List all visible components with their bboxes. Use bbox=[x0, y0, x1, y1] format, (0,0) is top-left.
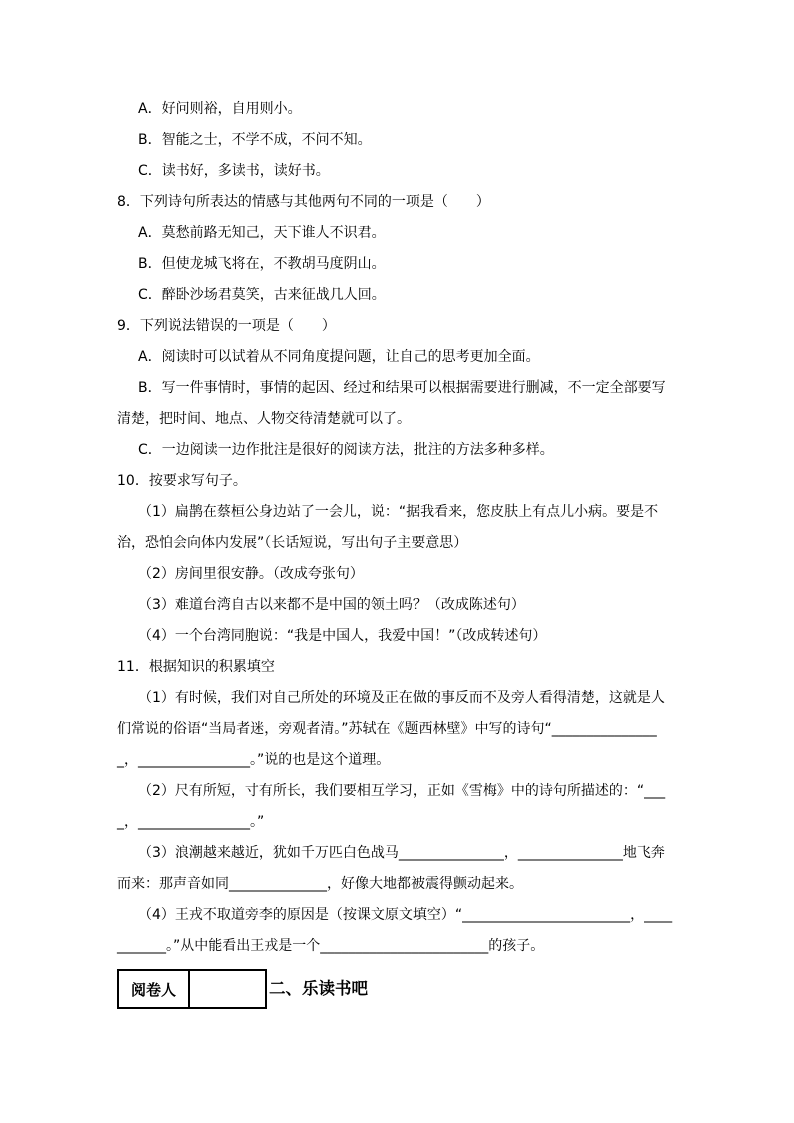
grader-box bbox=[117, 969, 267, 1009]
grader-score-cell bbox=[190, 971, 265, 1007]
option-item: A．阅读时可以试着从不同角度提问题，让自己的思考更加全面。 bbox=[138, 349, 540, 365]
sub-question-item: （4）一个台湾同胞说：“我是中国人，我爱中国！”（改成转述句） bbox=[138, 628, 547, 644]
option-item: C．一边阅读一边作批注是很好的阅读方法，批注的方法多种多样。 bbox=[138, 442, 554, 458]
sub-question-item: （3）浪潮越来越近，犹如千万匹白色战马_______________，_______________地飞奔而来：那声音如同______________，好像大地都被震得颤动起来。 bbox=[117, 845, 665, 892]
option-item: C．读书好，多读书，读好书。 bbox=[138, 163, 330, 179]
sub-question-item: （1）扁鹊在蔡桓公身边站了一会儿，说：“据我看来，您皮肤上有点儿小病。要是不治，恐怕会向体内发展”（长话短说，写出句子主要意思） bbox=[117, 504, 659, 551]
sub-question-item: （2）尺有所短，寸有所长，我们要相互学习，正如《雪梅》中的诗句所描述的：“____，________________。” bbox=[117, 783, 666, 830]
question-stem: 11．根据知识的积累填空 bbox=[117, 659, 275, 675]
exam-body bbox=[117, 94, 677, 962]
section-title: 二、乐读书吧 bbox=[269, 979, 368, 998]
grader-label: 阅卷人 bbox=[119, 971, 190, 1007]
option-item: B．但使龙城飞将在，不教胡马度阴山。 bbox=[138, 256, 386, 272]
sub-question-item: （2）房间里很安静。（改成夸张句） bbox=[138, 566, 364, 582]
option-item: C．醉卧沙场君莫笑，古来征战几人回。 bbox=[138, 287, 386, 303]
question-stem: 9．下列说法错误的一项是（ ） bbox=[117, 318, 336, 334]
grader-row bbox=[117, 969, 677, 1009]
question-stem: 8．下列诗句所表达的情感与其他两句不同的一项是（ ） bbox=[117, 194, 490, 210]
sub-question-item: （1）有时候，我们对自己所处的环境及正在做的事反而不及旁人看得清楚，这就是人们常说的俗语“当局者迷，旁观者清。”苏轼在《题西林壁》中写的诗句“________________，________________。”说的也是这个道理。 bbox=[117, 690, 665, 768]
question-stem: 10．按要求写句子。 bbox=[117, 473, 247, 489]
sub-question-item: （4）王戎不取道旁李的原因是（按课文原文填空）“________________________，___________。”从中能看出王戎是一个________________________的孩子。 bbox=[117, 907, 673, 954]
option-item: A．好问则裕，自用则小。 bbox=[138, 101, 302, 117]
option-item: A．莫愁前路无知己，天下谁人不识君。 bbox=[138, 225, 386, 241]
sub-question-item: （3）难道台湾自古以来都不是中国的领土吗？（改成陈述句） bbox=[138, 597, 525, 613]
option-item: B．写一件事情时，事情的起因、经过和结果可以根据需要进行删减，不一定全部要写清楚，把时间、地点、人物交待清楚就可以了。 bbox=[117, 380, 666, 427]
option-item: B．智能之士，不学不成，不问不知。 bbox=[138, 132, 372, 148]
